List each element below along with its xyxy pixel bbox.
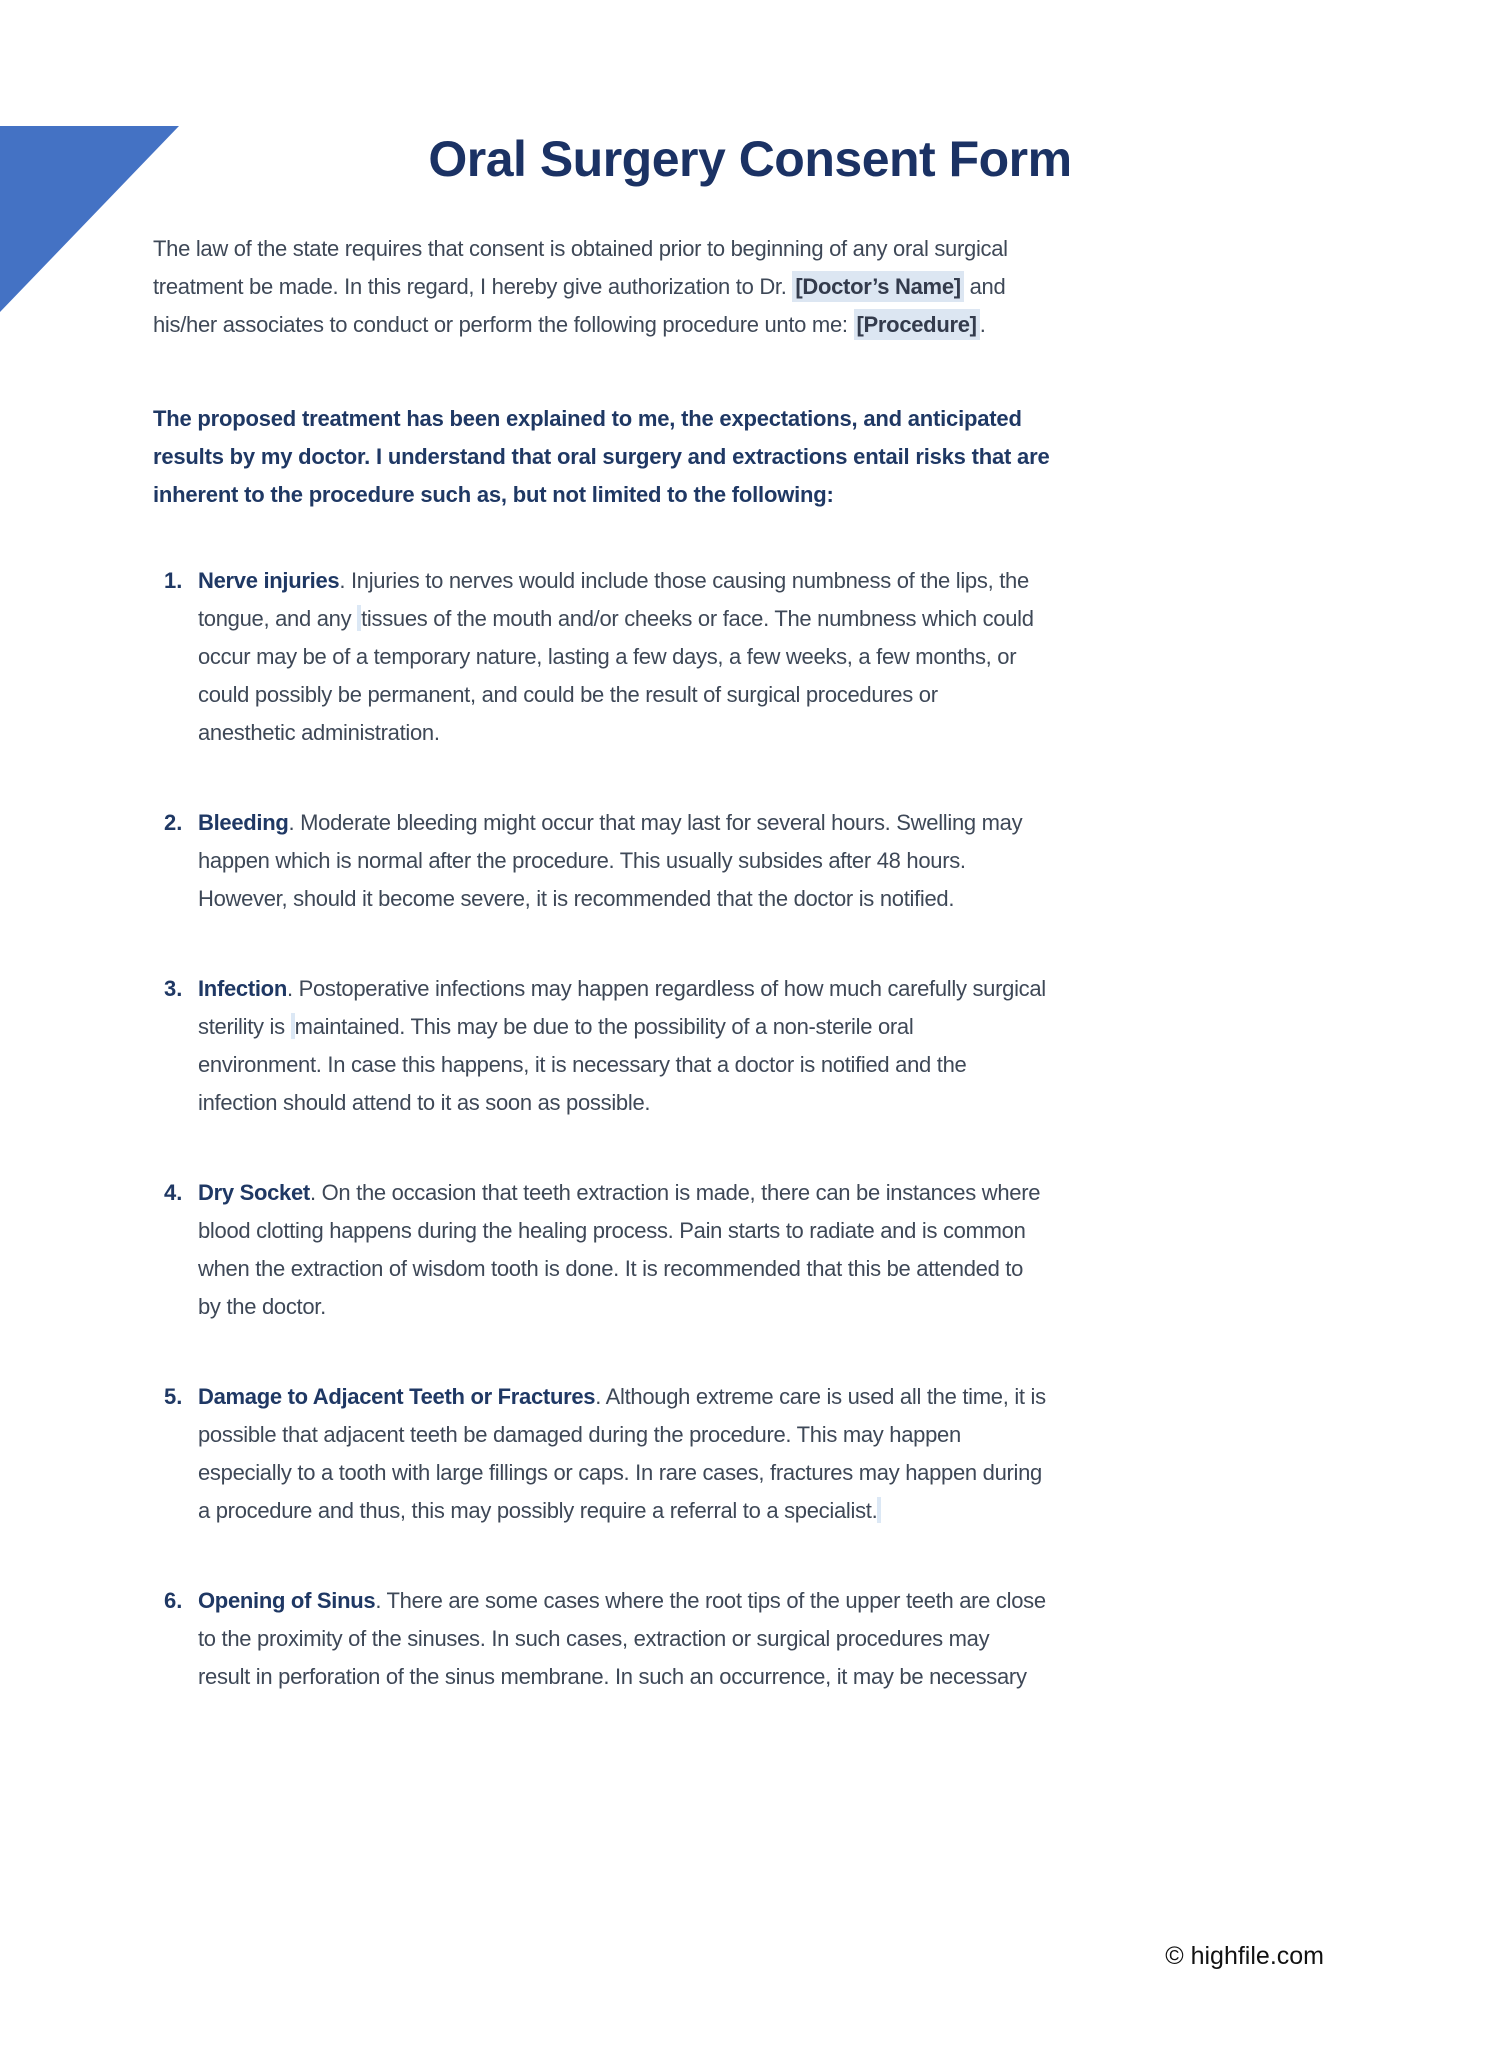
item-lead: Damage to Adjacent Teeth or Fractures: [198, 1384, 596, 1409]
text-segment: tissues of the mouth and/or cheeks or face. The numbness which could: [361, 606, 1034, 631]
text-line: [198, 676, 1034, 714]
text-segment: occur may be of a temporary nature, lasting a few days, a few weeks, a few months, or: [198, 644, 1017, 669]
item-number: 1.: [164, 568, 183, 593]
text-line: [198, 970, 1046, 1008]
text-line: [198, 600, 1034, 638]
text-segment: The proposed treatment has been explained to me, the expectations, and anticipated: [153, 406, 1022, 431]
text-segment: . Although extreme care is used all the time, it is: [595, 1384, 1046, 1409]
item-lead: Dry Socket: [198, 1180, 310, 1205]
text-line: [198, 804, 1022, 842]
text-line: [198, 1174, 1040, 1212]
text-line: [153, 400, 1500, 438]
text-line: [198, 1582, 1046, 1620]
text-segment: treatment be made. In this regard, I hereby give authorization to Dr.: [153, 274, 793, 299]
text-segment: . Injuries to nerves would include those causing numbness of the lips, the: [339, 568, 1029, 593]
intro-paragraph: [153, 230, 1500, 344]
text-segment: and: [963, 274, 1006, 299]
text-segment: The law of the state requires that consent is obtained prior to beginning of any oral surgical: [153, 236, 1008, 261]
text-line: [198, 562, 1034, 600]
text-line: [198, 1046, 1046, 1084]
text-segment: happen which is normal after the procedure. This usually subsides after 48 hours.: [198, 848, 966, 873]
document-body: [0, 230, 1500, 1696]
text-segment: when the extraction of wisdom tooth is done. It is recommended that this be attended to: [198, 1256, 1024, 1281]
item-text: [198, 1174, 1040, 1326]
text-segment: inherent to the procedure such as, but not limited to the following:: [153, 482, 834, 507]
risk-list: [153, 562, 1500, 1696]
text-line: [198, 1250, 1040, 1288]
text-segment: However, should it become severe, it is recommended that the doctor is notified.: [198, 886, 955, 911]
text-line: [198, 1416, 1046, 1454]
text-segment: result in perforation of the sinus membrane. In such an occurrence, it may be necessary: [198, 1664, 1027, 1689]
item-number: 6.: [164, 1588, 183, 1613]
item-number: 3.: [164, 976, 183, 1001]
text-segment: sterility is: [198, 1014, 291, 1039]
text-line: [198, 1492, 1046, 1530]
text-line: [198, 1288, 1040, 1326]
item-text: [198, 1378, 1046, 1530]
text-line: [153, 476, 1500, 514]
text-line: [198, 1084, 1046, 1122]
doctor-name-placeholder[interactable]: [Doctor’s Name]: [792, 271, 963, 302]
text-line: [153, 306, 1500, 344]
text-line: [198, 638, 1034, 676]
text-segment: tongue, and any: [198, 606, 358, 631]
corner-accent-triangle: [0, 126, 179, 312]
text-segment: . There are some cases where the root tips of the upper teeth are close: [375, 1588, 1046, 1613]
list-item: [153, 1174, 1500, 1326]
text-line: [198, 1212, 1040, 1250]
item-number: 2.: [164, 810, 183, 835]
list-item: [153, 970, 1500, 1122]
document-title: Oral Surgery Consent Form: [428, 131, 1072, 187]
text-segment: . Postoperative infections may happen regardless of how much carefully surgical: [286, 976, 1046, 1001]
text-segment: could possibly be permanent, and could be the result of surgical procedures or: [198, 682, 938, 707]
list-item: [153, 1378, 1500, 1530]
item-text: [198, 970, 1046, 1122]
text-segment: especially to a tooth with large fillings or caps. In rare cases, fractures may happen during: [198, 1460, 1042, 1485]
item-text: [198, 1582, 1046, 1696]
text-segment: to the proximity of the sinuses. In such cases, extraction or surgical procedures may: [198, 1626, 990, 1651]
list-item: [153, 804, 1500, 918]
text-segment: maintained. This may be due to the possibility of a non-sterile oral: [294, 1014, 914, 1039]
text-line: [198, 842, 1022, 880]
text-segment: anesthetic administration.: [198, 720, 440, 745]
document-page: [0, 126, 1500, 2067]
text-line: [198, 1378, 1046, 1416]
item-text: [198, 562, 1034, 752]
text-segment: .: [979, 312, 986, 337]
text-line: [198, 1454, 1046, 1492]
text-segment: . On the occasion that teeth extraction is made, there can be instances where: [309, 1180, 1041, 1205]
notice-paragraph: [153, 400, 1500, 514]
list-item: [153, 562, 1500, 752]
text-line: [153, 230, 1500, 268]
text-segment: infection should attend to it as soon as possible.: [198, 1090, 651, 1115]
item-lead: Opening of Sinus: [198, 1588, 376, 1613]
item-text: [198, 804, 1022, 918]
text-segment: environment. In case this happens, it is necessary that a doctor is notified and the: [198, 1052, 967, 1077]
text-segment: possible that adjacent teeth be damaged during the procedure. This may happen: [198, 1422, 961, 1447]
text-line: [198, 714, 1034, 752]
stray-highlight-mark: [877, 1497, 881, 1523]
text-line: [198, 880, 1022, 918]
item-number: 5.: [164, 1384, 183, 1409]
text-segment: by the doctor.: [198, 1294, 326, 1319]
text-line: [153, 438, 1500, 476]
text-segment: results by my doctor. I understand that oral surgery and extractions entail risks that are: [153, 444, 1050, 469]
text-line: [153, 268, 1500, 306]
text-line: [198, 1620, 1046, 1658]
procedure-placeholder[interactable]: [Procedure]: [854, 309, 980, 340]
text-segment: . Moderate bleeding might occur that may last for several hours. Swelling may: [288, 810, 1023, 835]
footer-credit: © highfile.com: [1165, 1942, 1324, 1970]
item-lead: Bleeding: [198, 810, 289, 835]
item-lead: Nerve injuries: [198, 568, 340, 593]
text-segment: a procedure and thus, this may possibly require a referral to a specialist.: [198, 1498, 878, 1523]
item-number: 4.: [164, 1180, 183, 1205]
list-item: [153, 1582, 1500, 1696]
item-lead: Infection: [198, 976, 287, 1001]
text-line: [198, 1008, 1046, 1046]
text-line: [198, 1658, 1046, 1696]
text-segment: his/her associates to conduct or perform the following procedure unto me:: [153, 312, 854, 337]
text-segment: blood clotting happens during the healing process. Pain starts to radiate and is common: [198, 1218, 1026, 1243]
